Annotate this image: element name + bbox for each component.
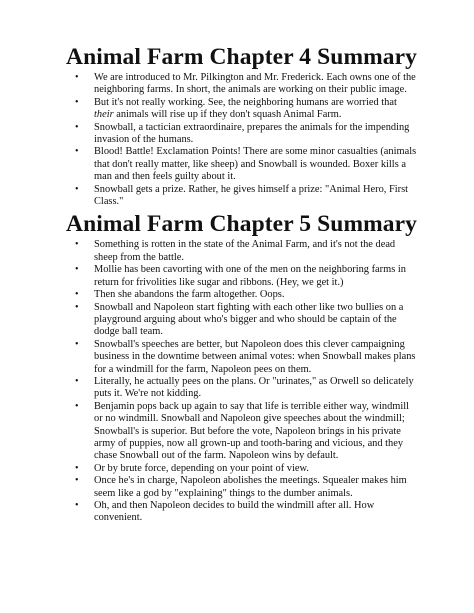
chapter-5-list bbox=[66, 239, 418, 524]
emphasis-text: their bbox=[94, 109, 114, 121]
chapter-4-list bbox=[66, 72, 418, 208]
list-item: • Mollie has been cavorting with one of the men on the neighboring farms in return for frivolities like sugar and ribbons. (Hey, we get it.) bbox=[94, 264, 418, 289]
list-item: • Snowball and Napoleon start fighting with each other like two bullies on a playground arguing about who's bigger and who should be captain of the dodge ball team. bbox=[94, 302, 418, 339]
chapter-4-heading: Animal Farm Chapter 4 Summary bbox=[66, 44, 418, 70]
list-item-text: animals will rise up if they don't squash Animal Farm. bbox=[113, 109, 342, 121]
list-item: • Once he's in charge, Napoleon abolishes the meetings. Squealer makes him seem like a god by "explaining" things to the dumber animals. bbox=[94, 475, 418, 500]
list-item: • Literally, he actually pees on the plans. Or "urinates," as Orwell so delicately puts it. We're not kidding. bbox=[94, 376, 418, 401]
list-item: • Or by brute force, depending on your point of view. bbox=[94, 463, 418, 475]
list-item: • We are introduced to Mr. Pilkington and Mr. Frederick. Each owns one of the neighboring farms. In short, the animals are working on their public image. bbox=[94, 72, 418, 97]
list-item: • Then she abandons the farm altogether. Oops. bbox=[94, 289, 418, 301]
list-item: • Snowball's speeches are better, but Napoleon does this clever campaigning business in the downtime between animal votes: when Snowball makes plans for a windmill for the farm, Napoleon pees on them. bbox=[94, 339, 418, 376]
list-item: • Blood! Battle! Exclamation Points! There are some minor casualties (animals that don't really matter, like sheep) and Snowball is wounded. Boxer kills a man and then feels guilty about it. bbox=[94, 146, 418, 183]
list-item: • Snowball gets a prize. Rather, he gives himself a prize: "Animal Hero, First Class." bbox=[94, 184, 418, 209]
list-item: • Benjamin pops back up again to say that life is terrible either way, windmill or no windmill. Snowball and Napoleon give speeches about the windmill; Snowball's is superior. But before the vote, Napoleon brings in his private army of puppies, now all grown-up and tooth-baring and vicious, and they chase Snowball out of the farm. Napoleon wins by default. bbox=[94, 401, 418, 463]
list-item: • Snowball, a tactician extraordinaire, prepares the animals for the impending invasion of the humans. bbox=[94, 122, 418, 147]
list-item-text: But it's not really working. See, the neighboring humans are worried that bbox=[94, 96, 397, 108]
chapter-5-heading: Animal Farm Chapter 5 Summary bbox=[66, 211, 418, 238]
list-item bbox=[94, 97, 418, 122]
list-item: • Oh, and then Napoleon decides to build the windmill after all. How convenient. bbox=[94, 500, 418, 525]
list-item: • Something is rotten in the state of the Animal Farm, and it's not the dead sheep from the battle. bbox=[94, 239, 418, 264]
